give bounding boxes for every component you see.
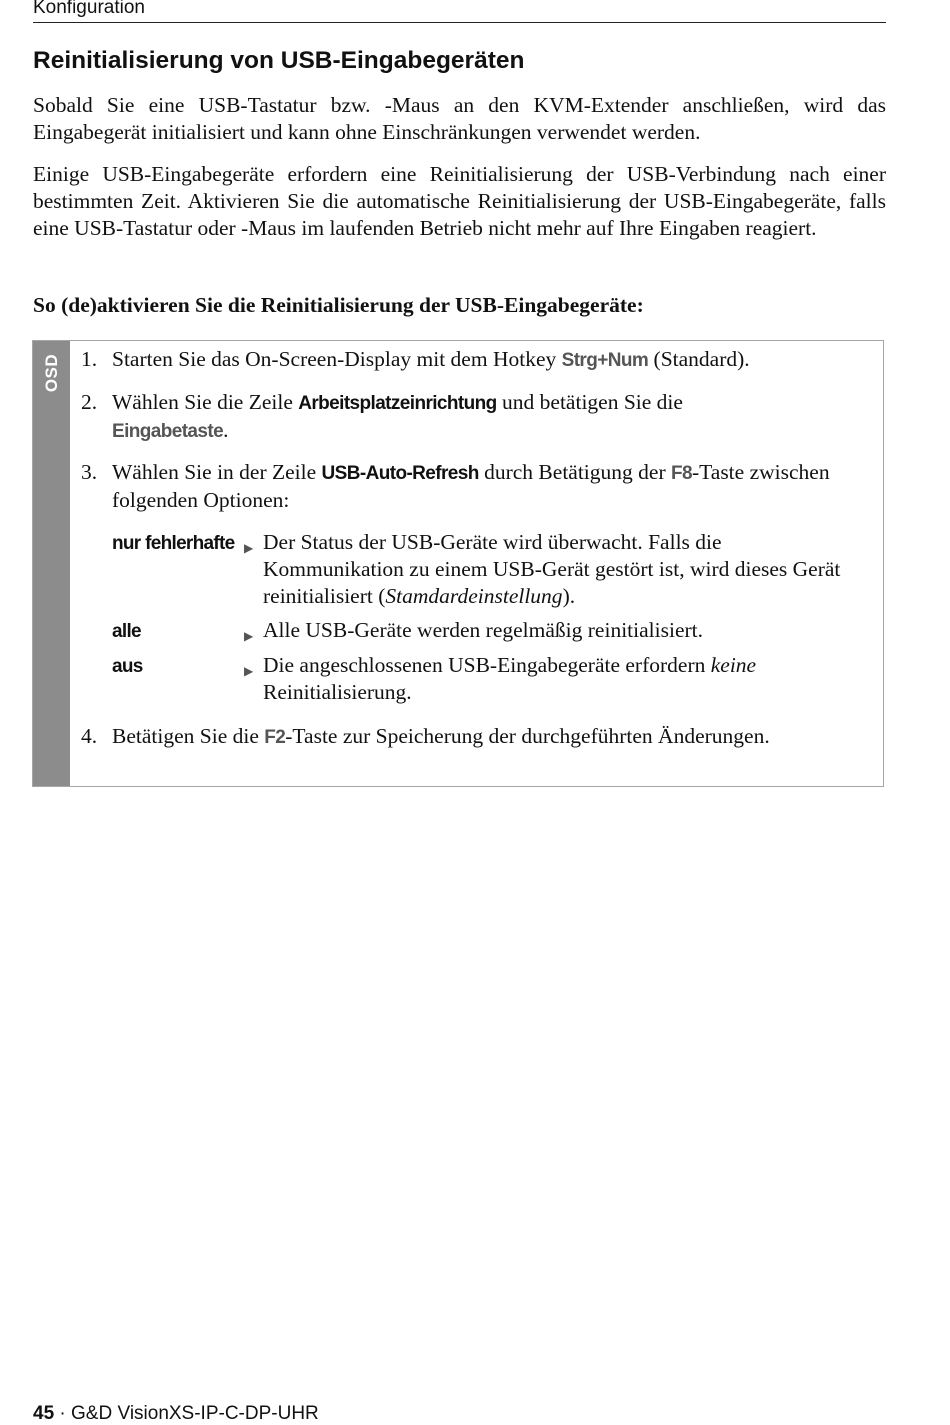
- option-key: aus: [112, 656, 143, 677]
- step-text-part: durch Betätigung der: [478, 460, 671, 484]
- hotkey-label: Strg+Num: [561, 350, 649, 371]
- step-text: [112, 389, 872, 445]
- step-text-part: Betätigen Sie die: [112, 724, 265, 748]
- key-label: F8: [671, 463, 692, 484]
- option-text-part: Reinitialisierung.: [263, 680, 412, 704]
- osd-sidebar: [33, 341, 70, 786]
- option-description: [263, 529, 863, 610]
- step-number: 4.: [81, 724, 98, 748]
- step-text-part: (Standard).: [648, 347, 750, 371]
- osd-label-text: OSD: [42, 353, 61, 393]
- page-number: 45: [33, 1403, 55, 1424]
- page-footer: [33, 1403, 319, 1425]
- instructions-heading: So (de)aktivieren Sie die Reinitialisierung der USB-Eingabegeräte:: [33, 293, 644, 317]
- step-text: [112, 459, 872, 514]
- footer-separator: ·: [54, 1403, 72, 1424]
- step-text-part: Wählen Sie in der Zeile: [112, 460, 322, 484]
- product-name: G&D VisionXS-IP-C-DP-UHR: [71, 1403, 319, 1424]
- option-text-part: Der Status der USB-Geräte wird überwacht. Falls die Kommunikation zu einem USB-Gerät gestört ist, wird dieses Gerät reinitialisiert (: [263, 530, 841, 608]
- step-text-part: Wählen Sie die Zeile: [112, 390, 299, 414]
- triangle-right-icon: ▶: [244, 629, 254, 643]
- step-text-part: und betätigen Sie die: [496, 390, 683, 414]
- option-text-emphasis: keine: [710, 653, 757, 677]
- key-label: Eingabetaste: [112, 421, 224, 442]
- step-number: 3.: [81, 460, 98, 484]
- intro-paragraph: Sobald Sie eine USB-Tastatur bzw. -Maus an den KVM-Extender anschließen, wird das Eingabegerät initialisiert und kann ohne Einschränkungen verwendet werden.: [33, 93, 886, 144]
- option-description: [263, 652, 863, 706]
- step-text: [112, 723, 772, 751]
- setting-label: USB-Auto-Refresh: [321, 463, 479, 484]
- option-description: Alle USB-Geräte werden regelmäßig reinitialisiert.: [263, 618, 703, 642]
- page-title: Reinitialisierung von USB-Eingabegeräten: [33, 47, 525, 74]
- key-label: F2: [264, 727, 286, 748]
- triangle-right-icon: ▶: [244, 664, 254, 678]
- menu-item-label: Arbeitsplatzeinrichtung: [298, 393, 497, 414]
- osd-label: [37, 349, 67, 397]
- osd-instructions-box: [32, 340, 884, 787]
- option-key: nur fehlerhafte: [112, 533, 235, 554]
- section-title: Konfiguration: [33, 0, 145, 18]
- step-number: 1.: [81, 347, 98, 371]
- option-text-emphasis: Stamdardeinstellung: [385, 584, 563, 608]
- option-text-part: ).: [562, 584, 576, 608]
- description-paragraph: Einige USB-Eingabegeräte erfordern eine Reinitialisierung der USB-Verbindung nach einer bestimmten Zeit. Aktivieren Sie die automatische Reinitialisierung der USB-Eingabegeräte, falls eine USB-Tastatur oder -Maus im laufenden Betrieb nicht mehr auf Ihre Eingaben reagiert.: [33, 162, 886, 240]
- step-text: [112, 346, 872, 374]
- option-key: alle: [112, 621, 141, 642]
- step-text-part: .: [223, 418, 229, 442]
- step-text-part: -Taste zwischen folgenden Optionen:: [112, 460, 830, 512]
- step-number: 2.: [81, 390, 98, 414]
- step-text-part: Starten Sie das On-Screen-Display mit dem Hotkey: [112, 347, 562, 371]
- step-text-part: -Taste zur Speicherung der durchgeführten Änderungen.: [285, 724, 770, 748]
- option-text-part: Die angeschlossenen USB-Eingabegeräte erfordern: [263, 653, 711, 677]
- header-divider: [33, 22, 886, 23]
- triangle-right-icon: ▶: [244, 541, 254, 555]
